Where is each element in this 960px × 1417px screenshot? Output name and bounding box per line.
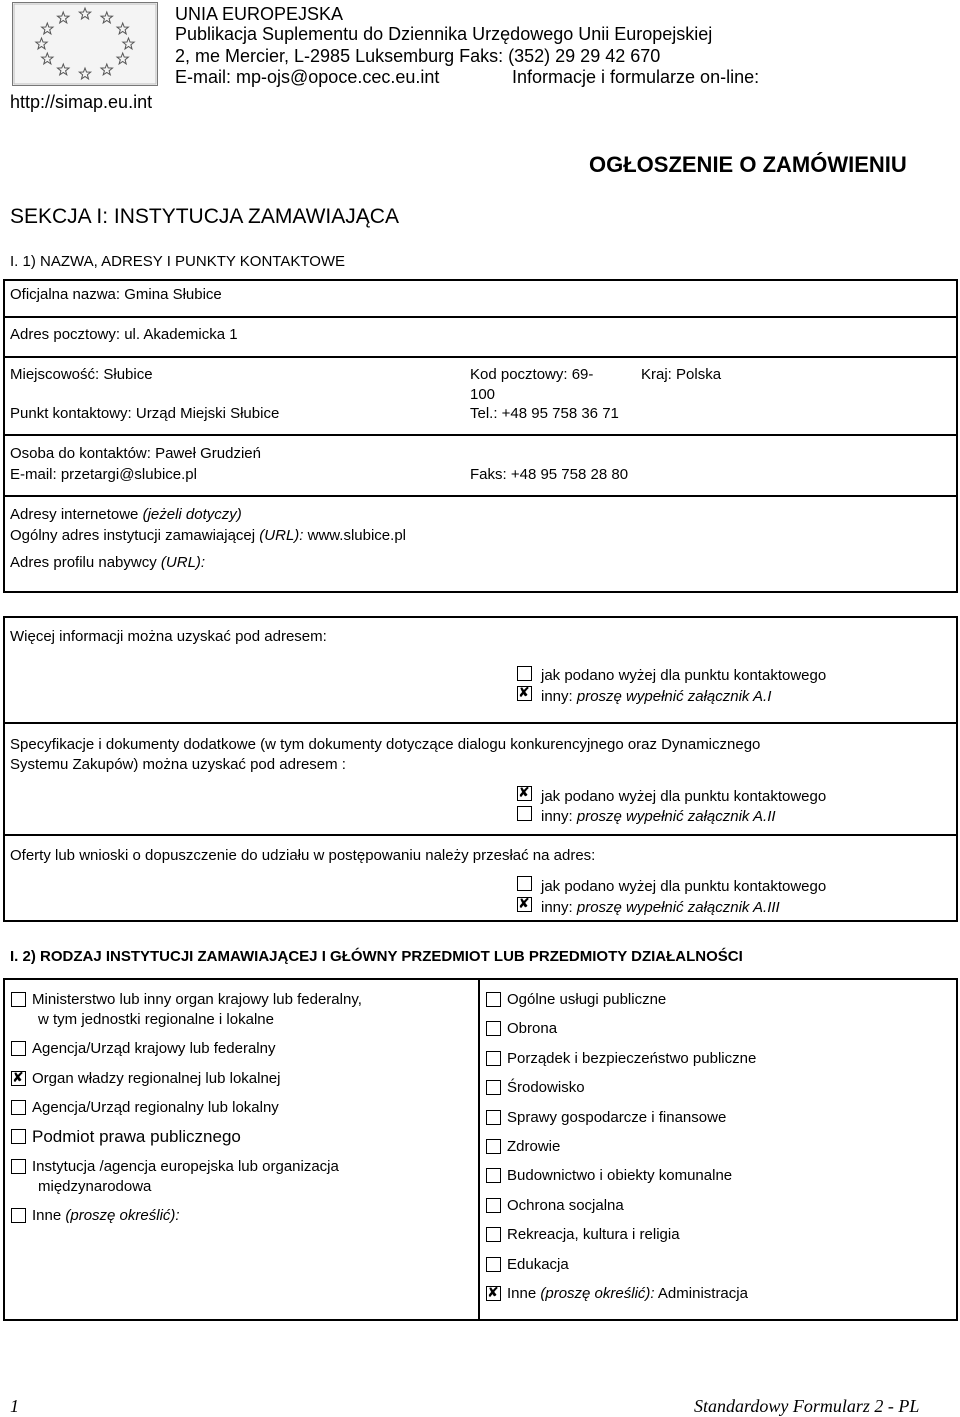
header-address: 2, me Mercier, L-2985 Luksemburg Faks: (352) 29 29 42 670 — [175, 46, 661, 66]
form-name: Standardowy Formularz 2 - PL — [694, 1396, 920, 1416]
specs-opt2-checkbox[interactable] — [517, 806, 532, 821]
more-info-question: Więcej informacji można uzyskać pod adresem: — [10, 628, 327, 645]
more-info-opt1-checkbox[interactable] — [517, 666, 532, 681]
institution-type-box — [3, 978, 958, 1321]
subsection-2-title: I. 2) RODZAJ INSTYTUCJI ZAMAWIAJĄCEJ I GŁÓWNY PRZEDMIOT LUB PRZEDMIOTY DZIAŁALNOŚCI — [10, 948, 743, 965]
left-checkbox-0[interactable] — [11, 992, 26, 1007]
web-addresses-label: Adresy internetowe (jeżeli dotyczy) — [10, 506, 242, 523]
contact-point: Punkt kontaktowy: Urząd Miejski Słubice — [10, 405, 280, 422]
right-checkbox-4[interactable] — [486, 1110, 501, 1125]
right-option-label-0: Ogólne usługi publiczne — [507, 991, 667, 1008]
header-url[interactable]: http://simap.eu.int — [10, 92, 153, 112]
postal-address: Adres pocztowy: ul. Akademicka 1 — [10, 326, 238, 343]
right-option-label-5: Zdrowie — [507, 1138, 561, 1155]
header-publication: Publikacja Suplementu do Dziennika Urzędowego Unii Europejskiej — [175, 24, 713, 44]
right-option-label-4: Sprawy gospodarcze i finansowe — [507, 1108, 727, 1126]
city: Miejscowość: Słubice — [10, 366, 153, 383]
eu-flag-logo — [12, 2, 158, 86]
postal-code-cont: 100 — [470, 386, 496, 403]
left-option-label-0: Ministerstwo lub inny organ krajowy lub federalny, — [32, 991, 362, 1008]
right-checkbox-5[interactable] — [486, 1139, 501, 1154]
right-checkbox-3[interactable] — [486, 1080, 501, 1095]
more-info-opt1-label: jak podano wyżej dla punktu kontaktowego — [541, 667, 827, 684]
specs-question-line2: Systemu Zakupów) można uzyskać pod adresem : — [10, 756, 346, 773]
offers-opt1-checkbox[interactable] — [517, 876, 532, 891]
left-checkbox-1[interactable] — [11, 1041, 26, 1056]
left-option-label-cont-0: w tym jednostki regionalne i lokalne — [38, 1011, 274, 1028]
page-number: 1 — [10, 1396, 19, 1416]
right-checkbox-9[interactable] — [486, 1257, 501, 1272]
fax: Faks: +48 95 758 28 80 — [470, 466, 629, 483]
left-option-label-4: Podmiot prawa publicznego — [32, 1127, 241, 1147]
left-option-label-2: Organ władzy regionalnej lub lokalnej — [32, 1069, 281, 1087]
right-option-label-6: Budownictwo i obiekty komunalne — [507, 1167, 733, 1185]
telephone: Tel.: +48 95 758 36 71 — [470, 405, 619, 422]
specs-opt2-label: inny: proszę wypełnić załącznik A.II — [541, 808, 776, 825]
specs-opt1-checkbox[interactable] — [517, 786, 532, 801]
offers-opt2-label: inny: proszę wypełnić załącznik A.III — [541, 899, 780, 916]
left-checkbox-4[interactable] — [11, 1129, 26, 1144]
more-info-opt2-label: inny: proszę wypełnić załącznik A.I — [541, 688, 772, 705]
right-checkbox-1[interactable] — [486, 1021, 501, 1036]
header-email: E-mail: mp-ojs@opoce.cec.eu.int — [175, 67, 440, 87]
left-option-label-5: Instytucja /agencja europejska lub organizacja — [32, 1157, 339, 1175]
right-checkbox-7[interactable] — [486, 1198, 501, 1213]
right-checkbox-6[interactable] — [486, 1168, 501, 1183]
right-checkbox-2[interactable] — [486, 1051, 501, 1066]
right-option-label-2: Porządek i bezpieczeństwo publiczne — [507, 1049, 757, 1067]
right-option-label-1: Obrona — [507, 1020, 558, 1038]
buyer-profile-url: Adres profilu nabywcy (URL): — [10, 554, 206, 571]
subsection-1-title: I. 1) NAZWA, ADRESY I PUNKTY KONTAKTOWE — [10, 253, 346, 270]
right-option-label-7: Ochrona socjalna — [507, 1196, 624, 1214]
general-url: Ogólny adres instytucji zamawiającej (URL): www.slubice.pl — [10, 527, 406, 544]
section-title: SEKCJA I: INSTYTUCJA ZAMAWIAJĄCA — [10, 205, 399, 228]
left-checkbox-2[interactable] — [11, 1071, 26, 1086]
email: E-mail: przetargi@slubice.pl — [10, 466, 197, 483]
left-option-label-1: Agencja/Urząd krajowy lub federalny — [32, 1040, 276, 1058]
left-option-label-cont-5: międzynarodowa — [38, 1177, 152, 1195]
country: Kraj: Polska — [641, 366, 722, 383]
offers-question: Oferty lub wnioski o dopuszczenie do udziału w postępowaniu należy przesłać na adres: — [10, 847, 596, 864]
right-option-label-3: Środowisko — [507, 1079, 585, 1097]
left-checkbox-6[interactable] — [11, 1208, 26, 1223]
official-name: Oficjalna nazwa: Gmina Słubice — [10, 286, 222, 303]
contact-person: Osoba do kontaktów: Paweł Grudzień — [10, 445, 261, 462]
left-option-label-3: Agencja/Urząd regionalny lub lokalny — [32, 1098, 279, 1116]
specs-question-line1: Specyfikacje i dokumenty dodatkowe (w tym dokumenty dotyczące dialogu konkurencyjnego oraz Dynamicznego — [10, 736, 761, 753]
right-checkbox-0[interactable] — [486, 992, 501, 1007]
postal-code-label: Kod pocztowy: 69- — [470, 366, 594, 383]
right-option-label-8: Rekreacja, kultura i religia — [507, 1226, 680, 1244]
left-option-label-6: Inne (proszę określić): — [32, 1206, 180, 1224]
right-checkbox-10[interactable] — [486, 1286, 501, 1301]
specs-opt1-label: jak podano wyżej dla punktu kontaktowego — [541, 788, 827, 805]
offers-opt1-label: jak podano wyżej dla punktu kontaktowego — [541, 878, 827, 895]
left-checkbox-5[interactable] — [11, 1159, 26, 1174]
left-checkbox-3[interactable] — [11, 1100, 26, 1115]
right-option-label-10: Inne (proszę określić): Administracja — [507, 1285, 748, 1302]
header-eu: UNIA EUROPEJSKA — [175, 4, 344, 24]
offers-opt2-checkbox[interactable] — [517, 897, 532, 912]
header-online-info: Informacje i formularze on-line: — [512, 67, 760, 87]
more-info-opt2-checkbox[interactable] — [517, 686, 532, 701]
document-title: OGŁOSZENIE O ZAMÓWIENIU — [589, 152, 907, 177]
right-checkbox-8[interactable] — [486, 1227, 501, 1242]
right-option-label-9: Edukacja — [507, 1255, 569, 1273]
